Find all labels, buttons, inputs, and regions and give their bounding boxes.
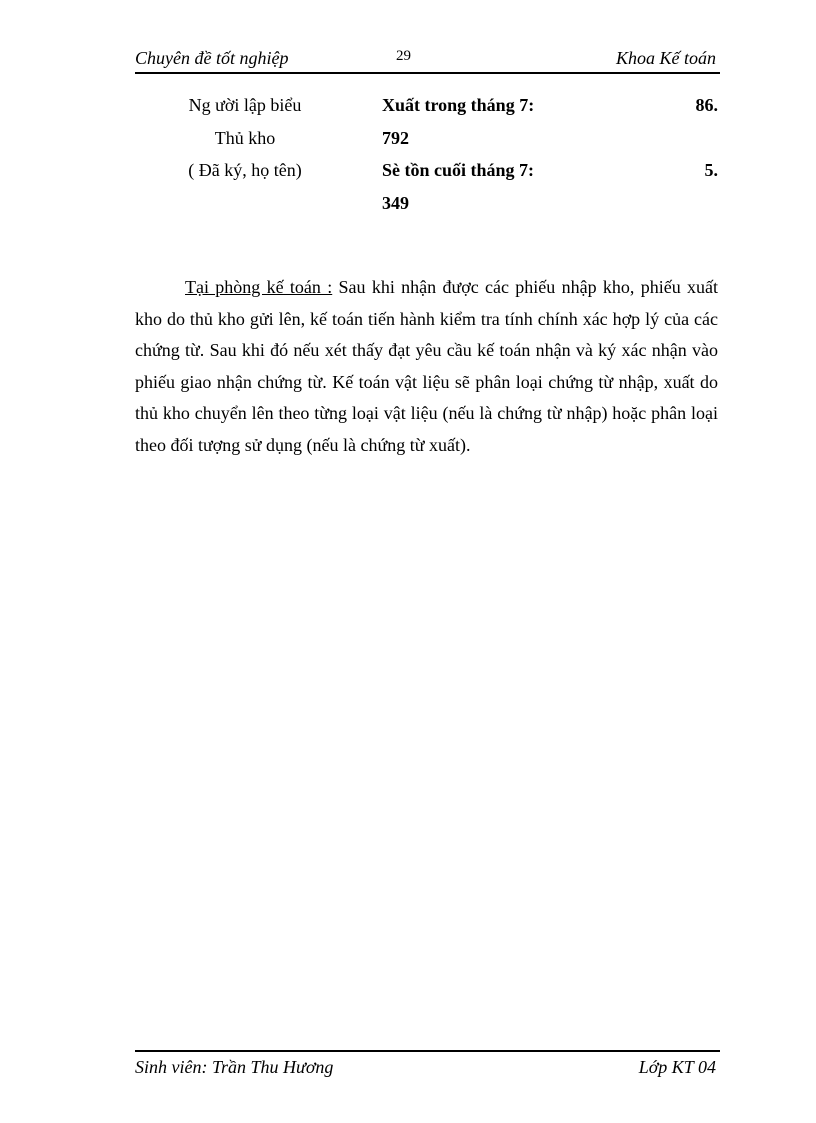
- signature-storekeeper: Thủ kho: [214, 128, 276, 148]
- signature-preparer: Ng ười lập biểu: [188, 95, 302, 115]
- footer-student: Sinh viên: Trần Thu Hương: [135, 1057, 334, 1077]
- section-lead: Tại phòng kế toán :: [185, 277, 333, 297]
- ending-value-part2: 349: [382, 193, 409, 213]
- page-number: 29: [396, 48, 411, 64]
- export-label: Xuất trong tháng 7:: [382, 95, 535, 115]
- header-department: Khoa Kế toán: [615, 48, 716, 68]
- footer-class: Lớp KT 04: [638, 1057, 716, 1077]
- export-value-part2: 792: [382, 128, 409, 148]
- paragraph-text: Sau khi nhận được các phiếu nhập kho, phiếu xuất kho do thủ kho gửi lên, kế toán tiến hành kiểm tra tính chính xác hợp lý của các chứng từ. Sau khi đó nếu xét thấy đạt yêu cầu kế toán nhận và ký xác nhận vào phiếu giao nhận chứng từ. Kế toán vật liệu sẽ phân loại chứng từ nhập, xuất do thủ kho chuyển lên theo từng loại vật liệu (nếu là chứng từ nhập) hoặc phân loại theo đối tượng sử dụng (nếu là chứng từ xuất).: [135, 277, 719, 455]
- signature-note: ( Đã ký, họ tên): [188, 160, 302, 180]
- page-footer: [135, 1050, 720, 1078]
- page-header: [135, 46, 720, 74]
- export-value-part1: 86.: [695, 95, 718, 115]
- header-thesis-title: Chuyên đề tốt nghiệp: [135, 48, 289, 68]
- body-paragraph: [135, 272, 718, 461]
- ending-value-part1: 5.: [704, 160, 718, 180]
- ending-balance-label: Sè tồn cuối tháng 7:: [382, 160, 535, 180]
